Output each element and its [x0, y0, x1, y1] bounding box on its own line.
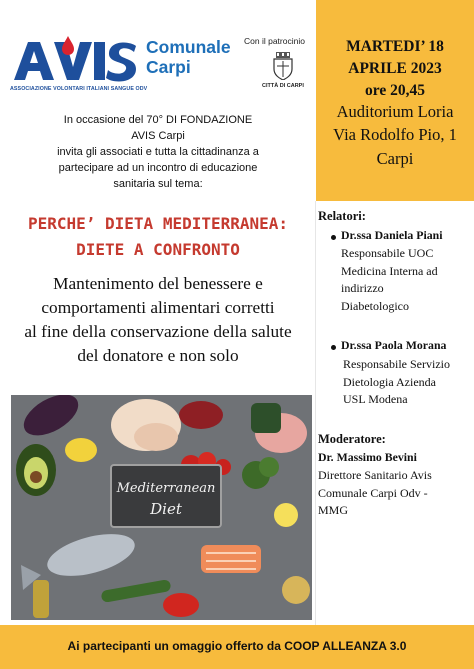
speakers-label: Relatori:	[318, 209, 366, 223]
comunale-line2: Carpi	[146, 57, 191, 77]
mediterranean-food-image	[11, 395, 312, 620]
footer-banner	[0, 625, 474, 669]
patronage-label: Con il patrocinio	[244, 36, 305, 46]
event-date-line2: APRILE 2023	[348, 60, 442, 77]
city-label: CITTÀ DI CARPI	[262, 83, 304, 89]
subtitle-line2: comportamenti alimentari corretti	[41, 298, 275, 317]
avis-logo	[10, 36, 140, 84]
moderator-role	[318, 467, 432, 520]
subtitle-line1: Mantenimento del benessere e	[53, 274, 263, 293]
bullet-icon	[331, 345, 336, 350]
speaker-2-name: Dr.ssa Paola Morana	[341, 338, 447, 352]
city-crest-icon	[273, 52, 293, 80]
food-illustration	[11, 395, 312, 620]
moderator-label: Moderatore:	[318, 432, 386, 446]
bullet-icon	[331, 235, 336, 240]
speaker-2-role-line: Dietologia Azienda	[343, 374, 436, 389]
event-venue-line3: Carpi	[376, 149, 414, 168]
column-divider	[315, 201, 316, 625]
footer-text: Ai partecipanti un omaggio offerto da COOP ALLEANZA 3.0	[67, 639, 407, 653]
intro-line4: partecipare ad un incontro di educazione	[58, 162, 258, 174]
event-venue-line2: Via Rodolfo Pio, 1	[333, 125, 457, 144]
avis-subtitle: ASSOCIAZIONE VOLONTARI ITALIANI SANGUE ODV	[10, 86, 148, 92]
speaker-1-role-line: indirizzo	[341, 281, 384, 295]
title-line1: PERCHE’ DIETA MEDITERRANEA:	[27, 214, 289, 233]
moderator-role-line: Direttore Sanitario Avis	[318, 468, 432, 482]
title-line2: DIETE A CONFRONTO	[76, 240, 240, 259]
speaker-1-name: Dr.ssa Daniela Piani	[341, 228, 443, 242]
moderator-name: Dr. Massimo Bevini	[318, 450, 417, 464]
moderator-role-line: Comunale Carpi Odv -	[318, 485, 428, 500]
subtitle-line4: del donatore e non solo	[77, 346, 239, 365]
speaker-1-role-line: Responsabile UOC	[341, 246, 434, 260]
speaker-1-role-line: Medicina Interna ad	[341, 263, 438, 278]
speaker-1-role-line: Diabetologico	[341, 298, 409, 313]
event-venue-line1: Auditorium Loria	[336, 102, 454, 121]
intro-line2: AVIS Carpi	[131, 130, 185, 142]
speaker-2-role-line: Responsabile Servizio	[343, 357, 450, 371]
event-panel	[316, 0, 474, 201]
event-time: ore 20,45	[365, 82, 425, 99]
comunale-line1: Comunale	[146, 37, 231, 57]
speaker-2-role	[343, 356, 450, 409]
speaker-2-role-line: USL Modena	[343, 392, 408, 406]
board-line2: Diet	[150, 500, 182, 518]
intro-line1: In occasione del 70° DI FONDAZIONE	[63, 114, 253, 126]
board-line1: Mediterranean	[116, 481, 216, 496]
moderator-role-line: MMG	[318, 503, 349, 517]
subtitle-line3: al fine della conservazione della salute	[24, 322, 292, 341]
intro-line3: invita gli associati e tutta la cittadinanza a	[57, 146, 259, 158]
comunale-label	[146, 37, 231, 77]
speaker-1-role	[341, 245, 438, 315]
intro-line5: sanitaria sul tema:	[113, 178, 203, 190]
event-date-line1: MARTEDI’ 18	[346, 38, 444, 55]
